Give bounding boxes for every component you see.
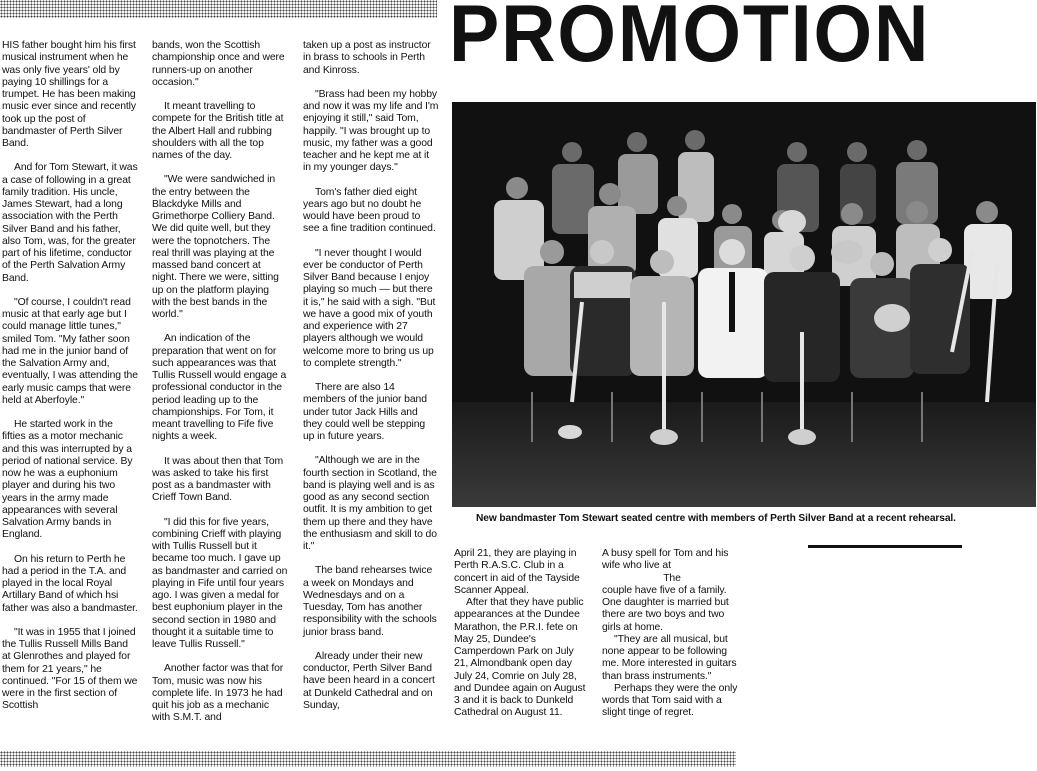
paragraph: Another factor was that for Tom, music was now his complete life. In 1973 he had quit his job as a mechanic with S.M.T. and xyxy=(152,663,284,724)
band-photograph xyxy=(452,102,1036,507)
paragraph: bands, won the Scottish championship once and were runners-up on another occasion." xyxy=(152,40,285,88)
paragraph: There are also 14 members of the junior band under tutor Jack Hills and they could well be stepping up in future years. xyxy=(303,382,427,442)
article-column-2 xyxy=(152,40,288,725)
paragraph: On his return to Perth he had a period in the T.A. and played in the local Royal Artillary Band of which hsi father was also a bandmaster. xyxy=(2,553,138,614)
headline: PROMOTION xyxy=(449,0,931,79)
paragraph: It was about then that Tom was asked to take his first post as a bandmaster with Crieff Town Band. xyxy=(152,455,284,504)
article-column-3 xyxy=(303,40,439,712)
paragraph: An indication of the preparation that went on for such appearances was that Tullis Russell would engage a professional conductor in the period leading up to the championships. For Tom, it meant travelling to Fife five nights a week. xyxy=(152,333,287,443)
paragraph: "I never thought I would ever be conductor of Perth Silver Band because I enjoy playing so much — but there it is," he said with a sigh. "But we have a good mix of youth and experience with 27 players although we would welcome more to bring us up to complete strength." xyxy=(303,247,436,369)
paragraph: It meant travelling to compete for the British title at the Albert Hall and rubbing shoulders with all the top names of the day. xyxy=(152,101,284,161)
article-column-1 xyxy=(2,40,138,713)
bottom-halftone-border xyxy=(0,751,736,767)
section-rule xyxy=(808,545,962,548)
paragraph: Tom's father died eight years ago but no doubt he would have been proud to see a fine tradition continued. xyxy=(303,186,436,235)
text-fragment: A busy spell for Tom and his wife who live at xyxy=(602,548,729,572)
paragraph: After that they have public appearances at the Dundee Marathon, the P.R.I. fete on May 25, Dundee's Camperdown Park on July 21, Almondbank open day July 24, Comrie on July 28, and Dundee again on August 3 and it is back to Dunkeld Cathedral on August 11. xyxy=(454,597,586,719)
paragraph: Already under their new conductor, Perth Silver Band have been heard in a concert at Dunkeld Cathedral and on Sunday, xyxy=(303,650,435,711)
paragraph: HIS father bought him his first musical instrument when he was only five years' old by paying 10 shillings for a trumpet. He has been making music ever since and recently took up the post of bandmaster of Perth Silver Band. xyxy=(2,40,136,149)
article-column-5 xyxy=(602,548,742,720)
paragraph: Perhaps they were the only words that Tom said with a slight tinge of regret. xyxy=(602,682,738,719)
paragraph: April 21, they are playing in Perth R.A.S.C. Club in a concert in aid of the Tayside Scanner Appeal. xyxy=(454,548,580,596)
paragraph: The band rehearses twice a week on Mondays and Wednesdays and on a Tuesday, Tom has another responsibility with the schools junior brass band. xyxy=(303,565,437,638)
paragraph: "Of course, I couldn't read music at that early age but I could manage little tunes," smiled Tom. "My father soon had me in the junior band of the Salvation Army and, eventually, I was attending the early music camps that were held at Aberfoyle." xyxy=(2,296,138,406)
article-column-4 xyxy=(454,548,588,720)
top-halftone-border xyxy=(0,0,437,18)
text-fragment: couple have five of a family. One daughter is married but there are two boys and two girls at home. xyxy=(602,584,729,633)
photo-caption: New bandmaster Tom Stewart seated centre with members of Perth Silver Band at a recent rehearsal. xyxy=(476,513,956,524)
paragraph: "I did this for five years, combining Crieff with playing with Tullis Russell but it became too much. I gave up as bandmaster and carried on playing in Fife until four years ago. I was given a medal for best euphonium player in the second section in 1980 and thought it a suitable time to leave Tullis Russell." xyxy=(152,516,288,650)
paragraph xyxy=(602,548,742,634)
paragraph: "Brass had been my hobby and now it was my life and I'm enjoying it still," said Tom, happily. "I was brought up to music, my father was a good teacher and he kept me at it in my younger days." xyxy=(303,88,439,174)
band-photo-image xyxy=(452,102,1036,507)
paragraph: "They are all musical, but none appear to be following me. More interested in guitars than brass instruments." xyxy=(602,633,737,682)
paragraph: taken up a post as instructor in brass to schools in Perth and Kinross. xyxy=(303,40,431,76)
paragraph: "We were sandwiched in the entry between the Blackdyke Mills and Grimethorpe Colliery Band. We did quite well, but they were the topnotchers. The real thrill was playing at the massed band concert at night. There we were, sitting up on the platform playing with the best bands in the world." xyxy=(152,174,279,320)
paragraph: "It was in 1955 that I joined the Tullis Russell Mills Band at Glenrothes and played for them for 21 years," he continued. "For 15 of them we were in the first section of Scottish xyxy=(2,626,138,712)
paragraph: And for Tom Stewart, it was a case of following in a great family tradition. His uncle, James Stewart, had a long association with the Perth Silver Band and his father, also Tom, was, for the greater part of his lifetime, conductor of the Perth Salvation Army Band. xyxy=(2,162,138,284)
text-fragment: The xyxy=(663,572,681,584)
paragraph: "Although we are in the fourth section in Scotland, the band is playing well and is as good as any second section outfit. It is my ambition to get them up there and they have the enthusiasm and skill to do it." xyxy=(303,455,437,552)
paragraph: He started work in the fifties as a motor mechanic and this was interrupted by a period of national service. By now he was a euphonium player and during his two years in the army made appearances with several Salvation Army bands in England. xyxy=(2,419,133,541)
